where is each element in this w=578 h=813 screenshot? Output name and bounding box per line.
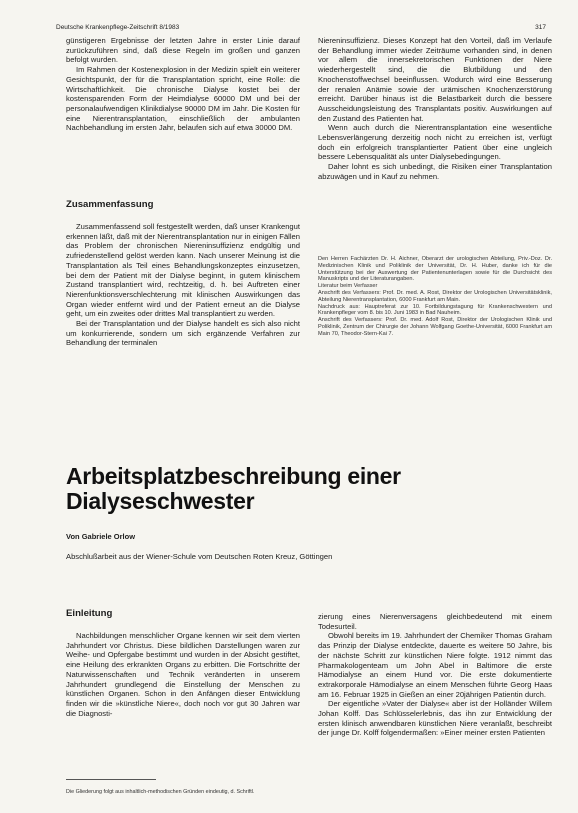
paragraph: günstigeren Ergebnisse der letzten Jahre in erster Linie darauf zurückzuführen sind, daß diese Regeln im großen und ganzen befolgt wurden. <box>66 36 300 65</box>
footnote-source: Nachdruck aus: Hauptreferat zur 10. Fortbildungstagung für Krankenschwestern und Krankenpfleger vom 8. bis 10. Juni 1983 in Bad Nauheim. <box>318 303 552 317</box>
paragraph: Daher lohnt es sich unbedingt, die Risiken einer Transplantation abzuwägen und in Kauf zu nehmen. <box>318 162 552 181</box>
paragraph: Bei der Transplantation und der Dialyse handelt es sich also nicht um konkurrierende, sondern um sich ergänzende Verfahren zur Behandlung der terminalen <box>66 319 300 348</box>
bottom-left-column <box>66 631 300 718</box>
title-line: Arbeitsplatzbeschreibung einer <box>66 463 401 489</box>
paragraph: Wenn auch durch die Nierentransplantation eine wesentliche Lebensverlängerung derzeitig noch nicht zu erreichen ist, verfügt doch ein erfolgreich transplantierter Patient über eine ungleich bessere Lebensqualität als unter Dialysebedingungen. <box>318 123 552 162</box>
footnote-literature: Literatur beim Verfasser <box>318 283 378 290</box>
paragraph: Niereninsuffizienz. Dieses Konzept hat den Vorteil, daß im Verlaufe der Behandlung immer wieder Zeiträume vorhanden sind, in denen vor allem die innersekretorischen Funktionen der Niere wiederhergestellt sind, die die Blutbildung und den Knochenstoffwechsel beeinflussen. Wodurch wird eine Besserung der renalen Anämie sowie der urämischen Knochenzerstörung erreicht. Darüber hinaus ist die Belastbarkeit durch die bessere Ausscheidungsleistung des Transplantats positiv. Auswirkungen auf den Zustand des Patienten hat. <box>318 36 552 123</box>
page-number: 317 <box>535 24 546 31</box>
section-heading-summary: Zusammenfassung <box>66 199 154 210</box>
top-right-column <box>318 36 552 182</box>
paragraph: Im Rahmen der Kostenexplosion in der Medizin spielt ein weiterer Gesichtspunkt, der für die Transplantation spricht, eine Rolle: die Wirtschaftlichkeit. Die chronische Dialyse kostet bei der kostensparenden Form der Heimdialyse 60000 DM und bei der personalaufwendigen Klinikdialyse 90000 DM im Jahr. Die Kosten für eine Nierentransplantation, einschließlich der ambulanten Nachbehandlung im ersten Jahr, belaufen sich auf etwa 30000 DM. <box>66 65 300 133</box>
introduction-heading-block <box>66 609 300 619</box>
summary-section <box>66 200 300 210</box>
page-footnote: Die Gliederung folgt aus inhaltlich-methodischen Gründen eindeutig, d. Schriftl. <box>66 789 255 795</box>
paragraph: Zusammenfassend soll festgestellt werden, daß unser Krankengut erkennen läßt, daß mit der Nierentransplantation nur in einigen Fällen das Problem der chronischen Niereninsuffizienz endgültig und zufriedenstellend gelöst werden kann. Nach unserer Meinung ist die Transplantation als Teil eines Behandlungskonzeptes einzusetzen, bei dem der Patient mit der Dialyse beginnt, in gutem klinischem Zustand transplantiert wird, rechtzeitig, d. h. bei Auftreten einer Nierenfunktionsverschlechterung mit klinischen Auswirkungen das Organ wieder entfernt wird und der Patient erneut an die Dialyse geht, um ein zweites oder drittes Mal transplantiert zu werden. <box>66 222 300 319</box>
bottom-right-column <box>318 612 552 738</box>
summary-text <box>66 222 300 348</box>
footnote-acknowledgement: Den Herren Fachärzten Dr. H. Aichner, Oberarzt der urologischen Abteilung, Priv.-Doz. Dr. Medizinischen Klinik und Poliklinik der Universität, Dr. H. Huber, danke ich für die Unterstützung bei der Auswertung der Patientenunterlagen sowie für die Durchsicht des Manuskripts und der Literaturangaben. <box>318 256 552 283</box>
paragraph: Obwohl bereits im 19. Jahrhundert der Chemiker Thomas Graham das Prinzip der Dialyse entdeckte, dauerte es weitere 50 Jahre, bis der nächste Schritt zur künstlichen Niere folgte. 1912 nimmt das Pharmakologenteam um John Abel in Baltimore die erste Hämodialyse an einem Hund vor. Die erste dokumentierte extrakorporale Hämodialyse an einem Menschen führte Georg Haas am 16. Februar 1925 in Gießen an einer 20jährigen Patientin durch. <box>318 631 552 699</box>
article-title <box>66 464 401 514</box>
running-header <box>56 24 546 31</box>
footnotes-block <box>318 256 552 338</box>
article-affiliation: Abschlußarbeit aus der Wiener-Schule vom Deutschen Roten Kreuz, Göttingen <box>66 552 333 561</box>
paragraph: Nachbildungen menschlicher Organe kennen wir seit dem vierten Jahrhundert vor Christus. Diese bildlichen Darstellungen waren zur Weihe- und Opfergabe bestimmt und wurden in der Absicht gestiftet, eine Heilung des erkrankten Organs zu erbitten. Die Fortschritte der Naturwissenschaften und Technik veränderten in unserem Jahrhundert grundlegend die Einstellung der Menschen zu künstlichen Organen. Schon in den Anfängen dieser Entwicklung finden wir die »künstliche Niere«, doch noch vor gut 30 Jahren war die Diagnosti- <box>66 631 300 718</box>
top-left-column <box>66 36 300 133</box>
paragraph: Der eigentliche »Vater der Dialyse« aber ist der Holländer Willem Johan Kolff. Das Schlüsselerlebnis, das ihn zur Entwicklung der ersten klinisch anwendbaren künstlichen Niere veranlaßt, beschreibt der junge Dr. Kolff folgendermaßen: »Einer meiner ersten Patienten <box>318 699 552 738</box>
footnote-address: Anschrift des Verfassers: Prof. Dr. med. A. Rost, Direktor der Urologischen Universitätsklinik, Abteilung Nierentransplantation, 6000 Frankfurt am Main. <box>318 289 552 303</box>
footnote-author-address: Anschrift des Verfassers: Prof. Dr. med. Adolf Rost, Direktor der Urologischen Klinik und Poliklinik, Zentrum der Chirurgie der Johann Wolfgang Goethe-Universität, 6000 Frankfurt am Main 70, Theodor-Stern-Kai 7. <box>318 317 552 337</box>
article-author: Von Gabriele Orlow <box>66 532 136 541</box>
paragraph: zierung eines Nierenversagens gleichbedeutend mit einem Todesurteil. <box>318 612 552 631</box>
footnote-divider <box>66 779 156 780</box>
journal-name: Deutsche Krankenpflege-Zeitschrift 8/1983 <box>56 24 180 31</box>
title-line: Dialyseschwester <box>66 488 255 514</box>
section-heading-introduction: Einleitung <box>66 608 113 619</box>
